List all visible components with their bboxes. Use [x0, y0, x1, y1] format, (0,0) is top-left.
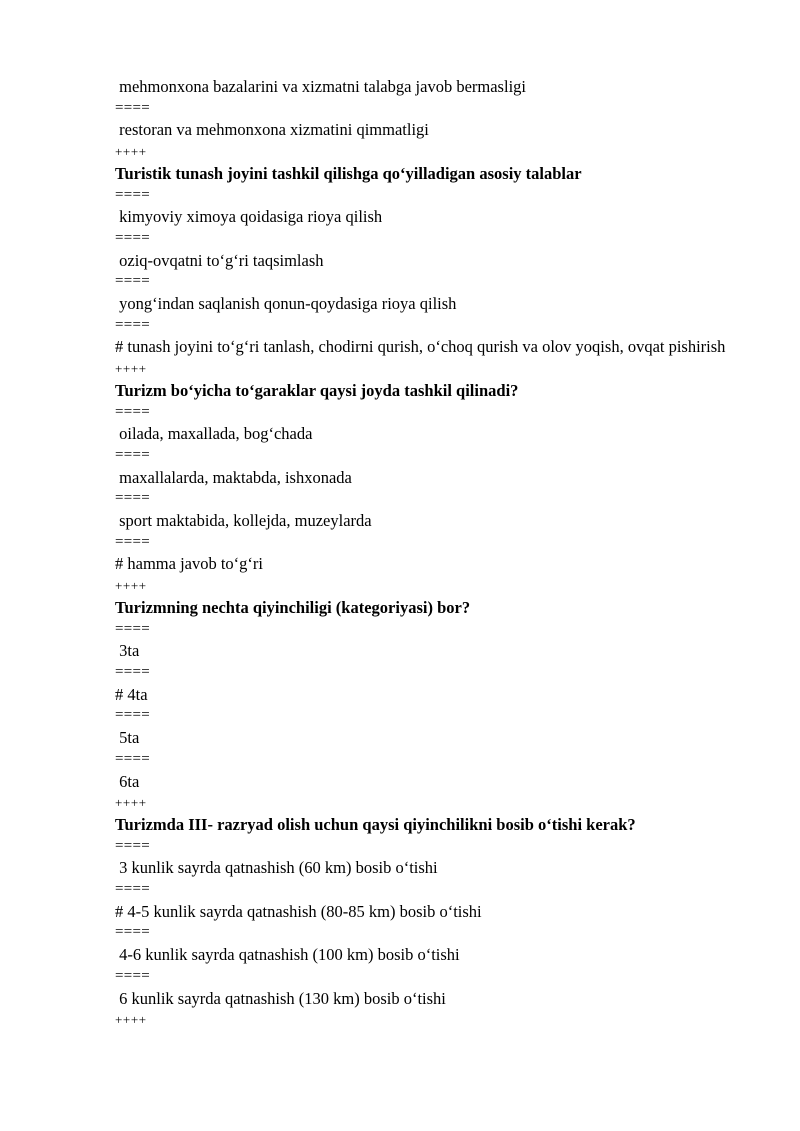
answer-separator: ====	[115, 881, 151, 898]
answer-separator: ====	[115, 533, 151, 550]
question-separator: ++++	[115, 1012, 147, 1028]
answer-separator: ====	[115, 99, 151, 116]
answer-option: 4-6 kunlik sayrda qatnashish (100 km) bosib o‘tishi	[115, 945, 460, 965]
question-separator: ++++	[115, 578, 147, 594]
answer-separator: ====	[115, 663, 151, 680]
answer-option: 3 kunlik sayrda qatnashish (60 km) bosib o‘tishi	[115, 858, 438, 878]
answer-option: oziq-ovqatni to‘g‘ri taqsimlash	[115, 250, 324, 270]
answer-option: # 4-5 kunlik sayrda qatnashish (80-85 km) bosib o‘tishi	[115, 901, 482, 921]
question-separator: ++++	[115, 361, 147, 377]
question-text: Turistik tunash joyini tashkil qilishga qo‘yilladigan asosiy talablar	[115, 163, 582, 183]
answer-option: 3ta	[115, 641, 140, 661]
answer-option: maxallalarda, maktabda, ishxonada	[115, 467, 352, 487]
answer-option: sport maktabida, kollejda, muzeylarda	[115, 511, 372, 531]
answer-separator: ====	[115, 837, 151, 854]
answer-option: 6 kunlik sayrda qatnashish (130 km) bosib o‘tishi	[115, 988, 446, 1008]
answer-option: restoran va mehmonxona xizmatini qimmatligi	[115, 120, 429, 140]
answer-separator: ====	[115, 924, 151, 941]
answer-separator: ====	[115, 316, 151, 333]
answer-option: # 4ta	[115, 684, 148, 704]
answer-separator: ====	[115, 403, 151, 420]
document-body	[115, 76, 755, 1031]
answer-option: mehmonxona bazalarini va xizmatni talabga javob bermasligi	[115, 77, 526, 96]
answer-option: 6ta	[115, 771, 140, 791]
answer-separator: ====	[115, 446, 151, 463]
answer-separator: ====	[115, 490, 151, 507]
answer-option: # hamma javob to‘g‘ri	[115, 554, 264, 574]
answer-separator: ====	[115, 967, 151, 984]
answer-option: oilada, maxallada, bog‘chada	[115, 424, 313, 444]
answer-option: yong‘indan saqlanish qonun-qoydasiga rioya qilish	[115, 294, 457, 314]
answer-separator: ====	[115, 707, 151, 724]
question-separator: ++++	[115, 144, 147, 160]
question-text: Turizmning nechta qiyinchiligi (kategoriyasi) bor?	[115, 597, 471, 617]
answer-separator: ====	[115, 273, 151, 290]
answer-option: 5ta	[115, 728, 140, 748]
question-text: Turizm bo‘yicha to‘garaklar qaysi joyda tashkil qilinadi?	[115, 380, 519, 400]
answer-option: kimyoviy ximoya qoidasiga rioya qilish	[115, 207, 383, 227]
answer-separator: ====	[115, 750, 151, 767]
answer-separator: ====	[115, 186, 151, 203]
answer-option: # tunash joyini to‘g‘ri tanlash, chodirni qurish, o‘choq qurish va olov yoqish, ovqat pishirish	[115, 337, 726, 357]
answer-separator: ====	[115, 620, 151, 637]
question-text: Turizmda III- razryad olish uchun qaysi qiyinchilikni bosib o‘tishi kerak?	[115, 814, 636, 834]
question-separator: ++++	[115, 795, 147, 811]
answer-separator: ====	[115, 229, 151, 246]
